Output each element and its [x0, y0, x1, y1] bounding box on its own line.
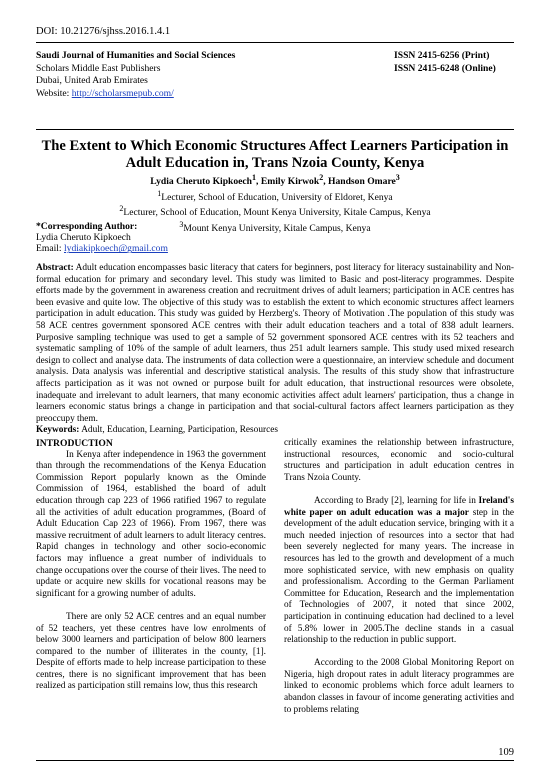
footer-rule	[36, 760, 514, 761]
title-rule	[36, 129, 514, 130]
corresponding-heading: *Corresponding Author:	[36, 221, 138, 232]
journal-publisher: Scholars Middle East Publishers	[36, 62, 161, 74]
left-column	[36, 438, 266, 705]
corresponding-name: Lydia Cheruto Kipkoech	[36, 232, 131, 244]
author-1-sup: 1	[252, 173, 257, 182]
journal-title: Saudi Journal of Humanities and Social Sciences	[36, 50, 236, 61]
author-2: Emily Kirwok	[260, 176, 320, 188]
abstract-text: Adult education encompasses basic literacy that caters for beginners, post literacy for literacy sustainability and Non-formal education for primary and secondary level. This study was limited to Basic and post-literacy programmes. Despite efforts made by the government in awareness creation and recruitment drives of adult learners; participation in ACE centres has been evasive and quite low. The objective of this study was to establish the extent to which economic structures affect learners participation in adult education. This study was guided by Herzberg's. Theory of Motivation .The population of this study was 58 ACE centres government sponsored ACE centres with their adult education teachers and a total of 838 adult learners. Purposive sampling technique was used to get a sample of 52 government sponsored ACE centres with its 52 teachers and systematic sampling of 10% of the sample of adult learners, thus 251 adult learners sample. This study used mixed research design to collect and analyse data. The instruments of data collection were a questionnaire, an interview schedule and document analysis. Data analysis was inferential and descriptive statistical analysis. The results of this study show that infrastructure affects participation as it was not owned or purpose built for adult education, that instructional resources were obsolete, inadequate and irrelevant to adult learners, that many economic activities affect adult learners' participation, thus a change in learners economic status brings a change in participation and that social-cultural factors affect learners participation as they preoccupy them.	[36, 263, 515, 424]
abstract	[36, 263, 514, 437]
left-paragraph-2: There are only 52 ACE centres and an equal number of 52 teachers, yet these centres have low enrolments of below 3000 learners and participation of below 800 learners compared to the number of illiterates in the county, [1]. Despite of efforts made to help increase participation to these centres, there is no significant improvement that has been realized as participation still remains low, thus this research	[36, 611, 266, 692]
header-rule	[36, 42, 514, 43]
affiliation-3: $^3$Mount Kenya University, Kitale Campus, Kenya	[179, 220, 371, 235]
keywords: Adult, Education, Learning, Participation, Resources	[81, 425, 278, 436]
right-column	[284, 438, 514, 728]
right-paragraph-2: According to Brady [2], learning for life in Ireland's white paper on adult education was a major step in the development of the adult education service, bringing with it a much needed injection of resources into a sector that had been severely neglected for many years. The increase in resources has led to the growth and development of a much more sophisticated service, with new emphasis on quality and professionalism. According to the German Parliament Committee for Education, Research and the implementation of Technologies of 2007, it noted that since 2002, participation in continuing education had declined to a level of 5.8% lower in 2005.The decline stands in a casual relationship to the reduction in public support.	[284, 495, 515, 646]
issn-online: ISSN 2415-6248 (Online)	[394, 62, 496, 74]
issn-print: ISSN 2415-6256 (Print)	[394, 50, 490, 61]
left-paragraph-1: In Kenya after independence in 1963 the government than through the recommendations of the Kenya Education Commission Report popularly known as the Ominde Commission of 1964, established the board of adult education through cap 223 of 1966 ratified 1967 to regulate all the activities of adult education programmes, (Board of Adult Education Cap 223 of 1966). From 1967, there was massive recruitment of adult learners to adult literacy centres. Rapid changes in technology and other socio-economic factors may influence a great number of individuals to change occupations over the course of their lives. The need to update or acquire new skills for vocational reasons may be significant for a growing number of adults.	[36, 449, 266, 599]
page-number: 109	[498, 747, 514, 758]
affiliation-2: $^2$Lecturer, School of Education, Mount Kenya University, Kitale Campus, Kenya	[119, 204, 431, 219]
right-paragraph-3: According to the 2008 Global Monitoring Report on Nigeria, high dropout rates in adult literacy programmes are linked to economic problems which force adult learners to abandon classes in favour of income generating activities and to problems relating	[284, 658, 514, 715]
author-3: Handson Omare	[328, 176, 396, 188]
author-2-sup: 2	[319, 173, 324, 182]
email-link[interactable]: lydiakipkoech@gmail.com	[63, 243, 168, 255]
journal-location: Dubai, United Arab Emirates	[36, 75, 148, 86]
website-label: Website:	[36, 87, 72, 99]
doi: DOI: 10.21276/sjhss.2016.1.4.1	[36, 26, 171, 37]
corresponding-author	[36, 221, 168, 255]
author-3-sup: 3	[395, 173, 400, 182]
keywords-label: Keywords:	[36, 425, 80, 436]
journal-header	[36, 50, 514, 100]
article-title: The Extent to Which Economic Structures Affect Learners Participation in Adult Education in, Trans Nzoia County, Kenya	[41, 138, 509, 171]
corresponding-email: Email: lydiakipkoech@gmail.com	[36, 243, 168, 255]
intro-heading: INTRODUCTION	[36, 438, 113, 449]
abstract-label: Abstract:	[36, 263, 74, 273]
author-names: Lydia Cheruto Kipkoech$^1$, Emily Kirwok$^2$, Handson Omare$^3$	[150, 173, 400, 188]
affiliation-1: $^1$Lecturer, School of Education, University of Eldoret, Kenya	[157, 188, 393, 203]
journal-website	[36, 88, 514, 101]
website-link[interactable]: http://scholarsmepub.com/	[71, 87, 174, 99]
author-1: Lydia Cheruto Kipkoech	[150, 176, 253, 188]
right-paragraph-1: critically examines the relationship between infrastructure, instructional resources, economic and socio-cultural structures and participation in adult education centres in Trans Nzoia County.	[284, 438, 514, 483]
